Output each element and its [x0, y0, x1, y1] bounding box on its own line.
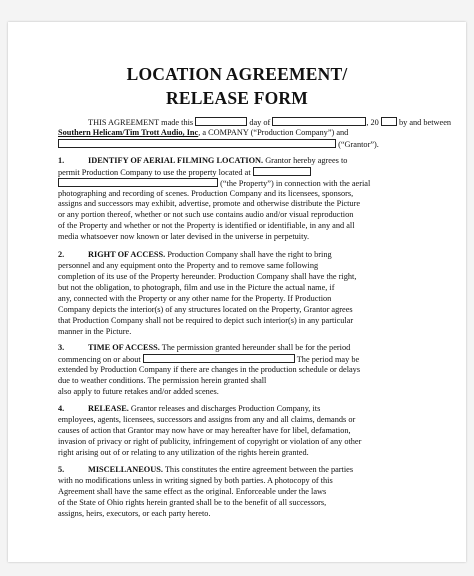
section-1-line-5: assigns and successors may exhibit, advertise, promote and otherwise distribute the Picture: [58, 199, 361, 208]
section-4-number: 4.: [58, 404, 65, 413]
section-4-heading: RELEASE.: [88, 404, 129, 413]
section-5-number: 5.: [58, 465, 65, 474]
intro-line-3: (“Grantor”).: [58, 139, 379, 150]
agreement-year-field[interactable]: [381, 117, 397, 126]
section-5-heading-line: 5. MISCELLANEOUS. This constitutes the entire agreement between the parties: [58, 465, 354, 474]
section-1-line-8: media whatsoever now known or later devised in the universe in perpetuity.: [58, 232, 310, 241]
section-4-heading-line: 4. RELEASE. Grantor releases and discharges Production Company, its: [58, 404, 321, 413]
section-1-line-7: of the Property and whether or not the Property is identified or identifiable, in any and all: [58, 221, 355, 230]
section-2-line-4: but not the obligation, to photograph, film and use in the Picture the actual name, if: [58, 283, 335, 292]
intro-line-1: THIS AGREEMENT made this day of , 20 by and between: [88, 118, 452, 127]
section-5-line-5: assigns, heirs, executors, or each party hereto.: [58, 509, 211, 518]
section-3-heading-line: 3. TIME OF ACCESS. The permission granted hereunder shall be for the period: [58, 343, 351, 352]
section-1-line-2: permit Production Company to use the property located at: [58, 167, 311, 178]
section-4-line-2: employees, agents, licensees, successors and assigns from any and all claims, demands or: [58, 415, 356, 424]
section-2-line-5: any, connected with the Property or any other name for the Property. If Production: [58, 294, 332, 303]
section-2-line-6: Company depicts the interior(s) of any structures located on the Property, Grantor agrees: [58, 305, 353, 314]
agreement-month-field[interactable]: [272, 117, 366, 126]
section-1-number: 1.: [58, 156, 65, 165]
property-location-field[interactable]: [253, 167, 311, 176]
section-5-line-2: with no modifications unless in writing signed by both parties. A photocopy of this: [58, 476, 333, 485]
section-3-line-2: commencing on or about The period may be: [58, 355, 360, 364]
section-4-line-3: causes of action that Grantor may now have or may hereafter have for libel, defamation,: [58, 426, 351, 435]
section-4-line-4: invasion of privacy or right of publicity, infringement of copyright or violation of any other: [58, 437, 362, 446]
section-2-heading-line: 2. RIGHT OF ACCESS. Production Company shall have the right to bring: [58, 250, 332, 259]
agreement-day-field[interactable]: [195, 117, 247, 126]
property-address-field[interactable]: [58, 178, 218, 187]
section-1-line-3: (“the Property”) in connection with the aerial: [58, 178, 370, 189]
section-5-heading: MISCELLANEOUS.: [88, 465, 163, 474]
party-name: Southern Helicam/Tim Trott Audio, Inc: [58, 128, 199, 137]
section-5-line-3: Agreement shall have the same effect as the original. Enforceable under the laws: [58, 487, 327, 496]
section-2-line-8: manner in the Picture.: [58, 327, 132, 336]
grantor-name-field[interactable]: [58, 139, 336, 148]
section-2-line-7: that Production Company shall not be required to depict such interior(s) in any particular: [58, 316, 354, 325]
document-title-line-1: LOCATION AGREEMENT/: [126, 64, 348, 84]
section-1-heading-line: 1. IDENTIFY OF AERIAL FILMING LOCATION. Grantor hereby agrees to: [58, 156, 348, 165]
section-1-heading: IDENTIFY OF AERIAL FILMING LOCATION.: [88, 156, 264, 165]
section-3-line-3: extended by Production Company if there are changes in the production schedule or delays: [58, 365, 361, 374]
section-3-number: 3.: [58, 343, 65, 352]
section-3-line-5: also apply to future retakes and/or added scenes.: [58, 387, 219, 396]
section-3-heading: TIME OF ACCESS.: [88, 343, 160, 352]
section-3-line-4: due to weather conditions. The permission herein granted shall: [58, 376, 267, 385]
section-2-line-3: completion of its use of the Property hereunder. Production Company shall have the right,: [58, 272, 357, 281]
document-title-line-2: RELEASE FORM: [166, 88, 308, 108]
commencement-date-field[interactable]: [143, 354, 295, 363]
section-1-line-4: photographing and recording of scenes. Production Company and its licensees, sponsors,: [58, 189, 354, 198]
section-5-line-4: of the State of Ohio rights herein granted shall be to the benefit of all successors,: [58, 498, 327, 507]
section-2-heading: RIGHT OF ACCESS.: [88, 250, 166, 259]
intro-line-2: Southern Helicam/Tim Trott Audio, Inc, a COMPANY (“Production Company”) and: [58, 128, 349, 137]
section-4-line-5: right arising out of or relating to any utilization of the rights herein granted.: [58, 448, 309, 457]
section-1-line-6: or any portion thereof, whether or not such use contains audio and/or visual reproduction: [58, 210, 354, 219]
section-2-line-2: personnel and any equipment onto the Property and to remove same following: [58, 261, 319, 270]
section-2-number: 2.: [58, 250, 65, 259]
